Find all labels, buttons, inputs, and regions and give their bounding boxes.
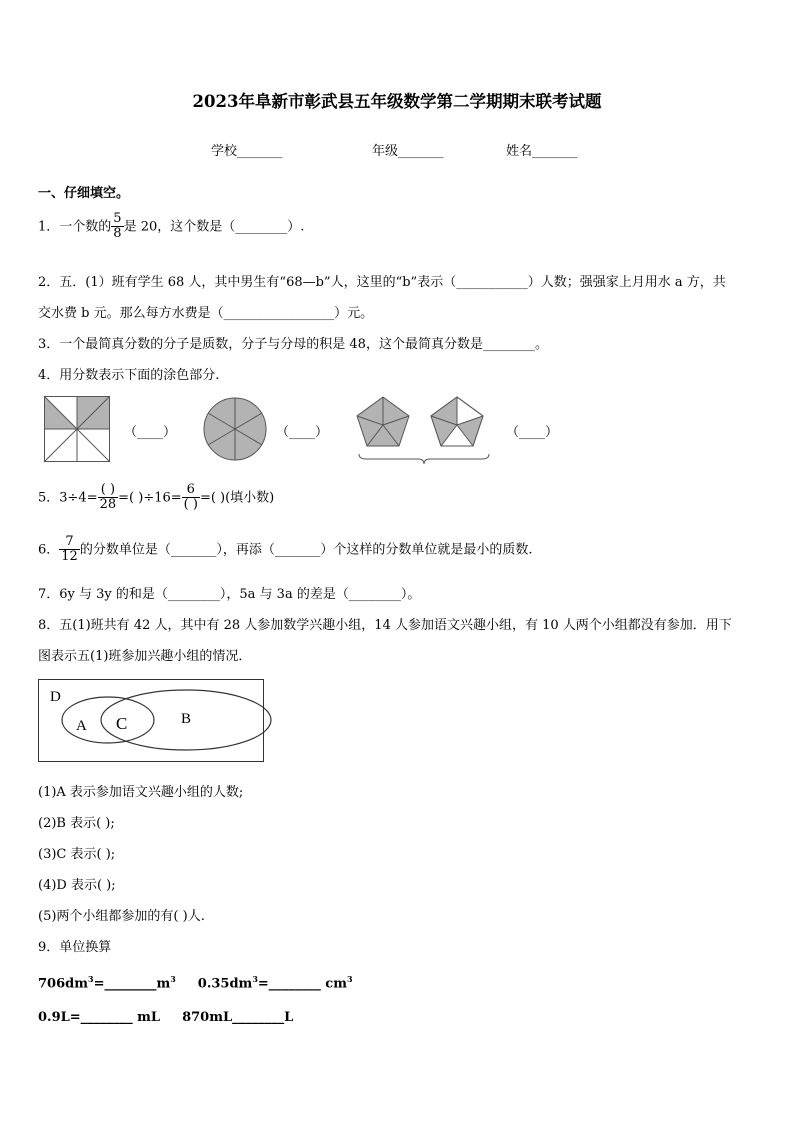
q9-line-1 [38,974,353,991]
q5-f2-denominator: ( ) [183,497,198,513]
q9-870ml: 870mL________L [182,1010,294,1025]
q6-numerator: 7 [65,534,74,549]
q1-fraction [111,212,123,242]
circle-figure [202,397,268,461]
q5-f1-numerator: ( ) [100,482,116,497]
q1-post: 是 20，这个数是（________）. [123,219,305,235]
q5-mid: =( )÷16= [118,490,182,506]
name-field: 姓名_______ [506,144,578,159]
question-3: 3．一个最简真分数的分子是质数，分子与分母的积是 48，这个最简真分数是________。 [38,337,548,352]
venn-label-a: A [76,718,87,734]
q5-f2-numerator: 6 [186,482,195,497]
pentagon-figures [356,396,490,466]
section-heading: 一、仔细填空。 [38,186,130,201]
q9-eq-cm: =________ cm [257,976,347,992]
q4-blank-1: （____） [124,425,177,440]
q1-numerator: 5 [113,211,122,226]
q9-035dm: 0.35dm [197,976,253,992]
q6-pre: 6． [38,542,60,558]
question-1 [38,212,304,242]
q9-sup-4: 3 [346,974,353,984]
question-8-line2: 图表示五(1)班参加兴趣小组的情况． [38,649,252,664]
question-8-line1: 8．五(1)班共有 42 人，其中有 28 人参加数学兴趣小组，14 人参加语文兴趣小组，有 10 人两个小组都没有参加．用下 [38,618,732,633]
q5-f1-denominator: 28 [99,497,117,513]
q9-09l: 0.9L=________ mL [38,1010,161,1025]
q4-blank-2: （____） [276,425,329,440]
question-2-line1: 2．五．(1）班有学生 68 人，其中男生有“68—b”人，这里的“b”表示（___________）人数；强强家上月用水 a 方，共 [38,275,726,290]
venn-label-d: D [50,689,61,705]
q9-eq-m: =________m [93,976,171,992]
question-2-line2: 交水费 b 元。那么每方水费是（_________________）元。 [38,306,374,321]
square-figure [44,396,110,462]
venn-label-b: B [181,711,192,727]
question-5 [38,483,274,513]
q9-sup-1: 3 [87,974,94,984]
q6-post: 的分数单位是（_______），再添（_______）个这样的分数单位就是最小的质数. [79,542,533,558]
q5-fraction-1 [98,483,119,513]
q5-pre: 5．3÷4= [38,490,98,506]
q6-fraction [59,535,80,565]
q6-denominator: 12 [61,549,78,565]
q9-line-2 [38,1010,293,1025]
q8-sub-4: (4)D 表示( ); [38,878,116,893]
question-7: 7．6y 与 3y 的和是（________），5a 与 3a 的差是（________）。 [38,587,421,602]
question-6 [38,535,532,565]
q8-sub-5: (5)两个小组都参加的有( )人. [38,909,205,924]
q1-pre: 1．一个数的 [38,219,112,235]
q8-sub-3: (3)C 表示( ); [38,847,116,862]
venn-diagram [38,679,265,763]
q5-fraction-2 [182,483,200,513]
grade-field: 年级_______ [372,144,444,159]
q1-denominator: 8 [113,226,122,242]
question-4: 4．用分数表示下面的涂色部分. [38,368,220,383]
q9-sup-3: 3 [252,974,258,984]
question-9: 9．单位换算 [38,940,112,955]
q5-post: =( )(填小数) [199,490,275,506]
venn-label-c: C [116,714,128,733]
school-field: 学校_______ [211,144,283,159]
page-title: 2023年阜新市彰武县五年级数学第二学期期末联考试题 [192,92,602,111]
q9-706dm: 706dm [38,976,88,992]
q4-blank-3: （____） [506,425,559,440]
q9-sup-2: 3 [170,974,176,984]
q8-sub-1: (1)A 表示参加语文兴趣小组的人数; [38,785,244,800]
q8-sub-2: (2)B 表示( ); [38,816,115,831]
